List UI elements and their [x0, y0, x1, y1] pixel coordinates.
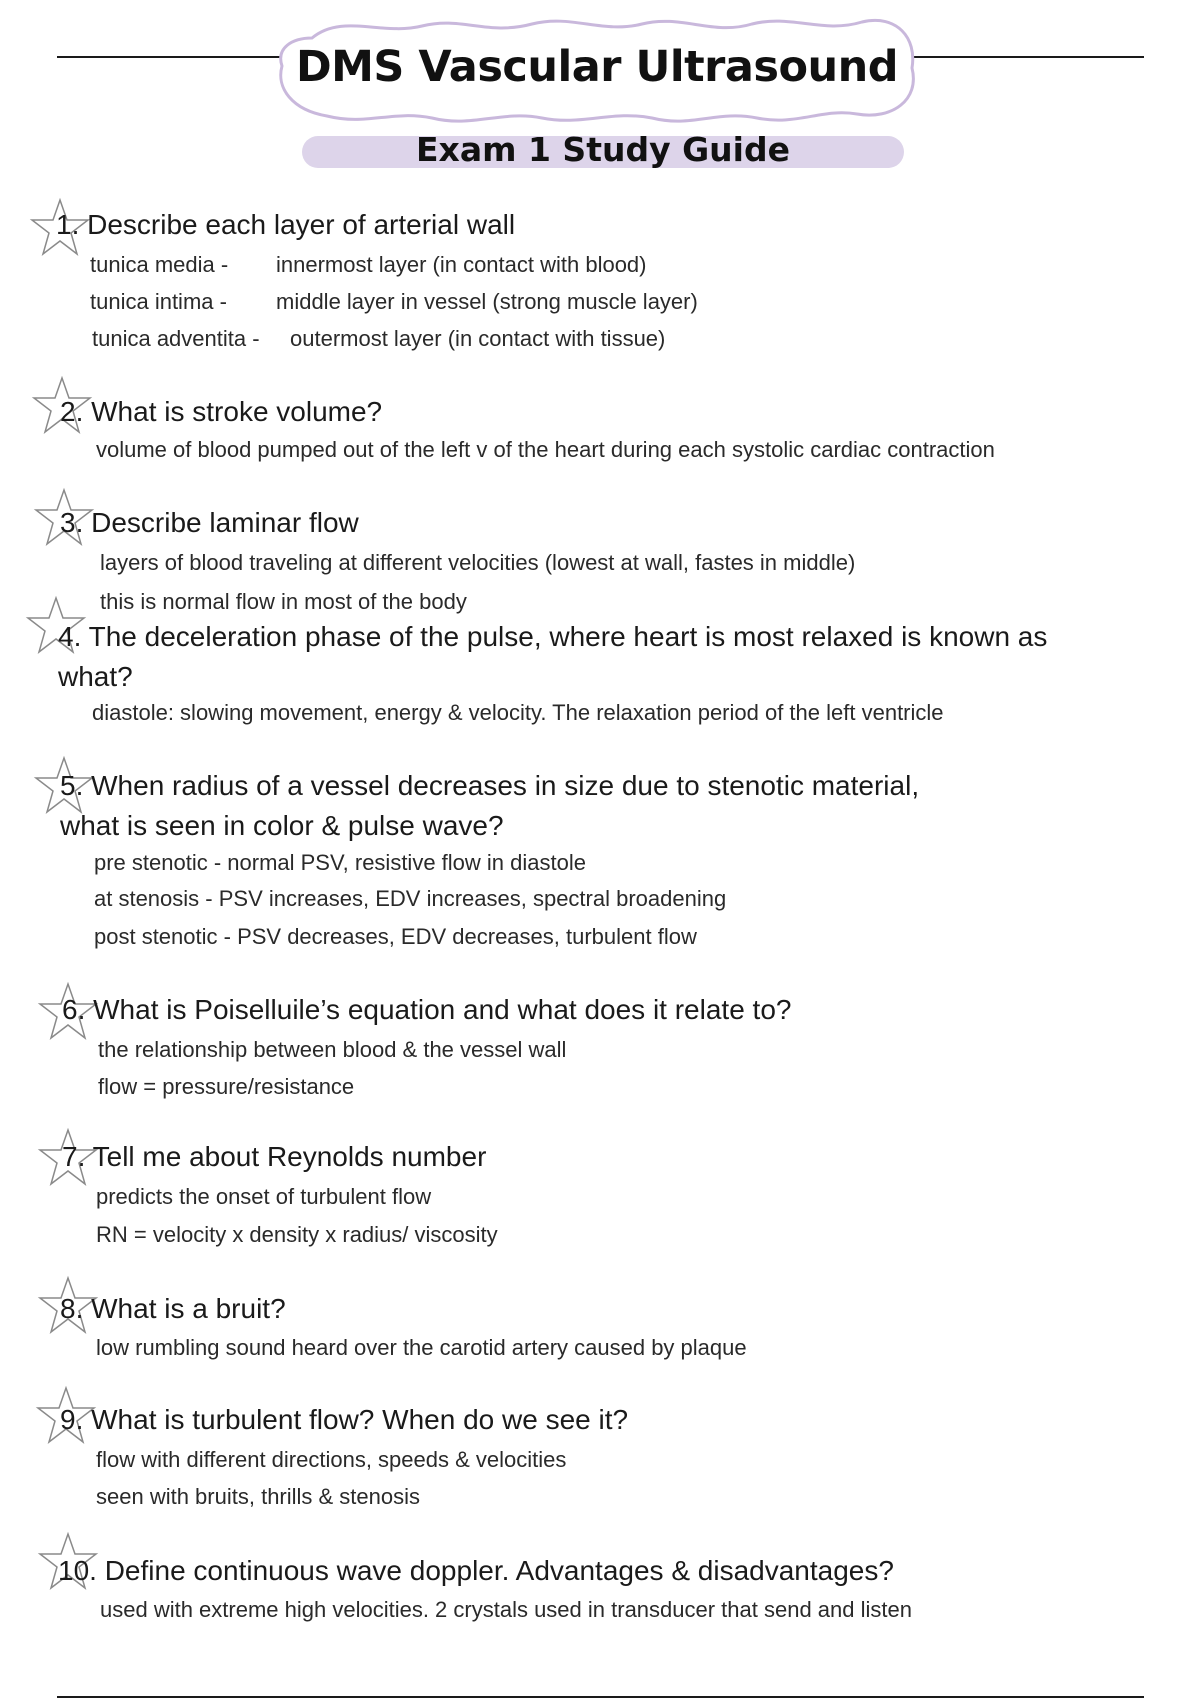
- answer-line: low rumbling sound heard over the carotid artery caused by plaque: [96, 1335, 747, 1360]
- question-title-line-1: 4. The deceleration phase of the pulse, where heart is most relaxed is known as: [58, 621, 1048, 652]
- question-title: 8. What is a bruit?: [60, 1293, 286, 1324]
- question-title: 9. What is turbulent flow? When do we see it?: [60, 1404, 629, 1435]
- page-subtitle: Exam 1 Study Guide: [416, 130, 790, 169]
- answer-definition: innermost layer (in contact with blood): [276, 252, 647, 277]
- answer-line: at stenosis - PSV increases, EDV increases, spectral broadening: [94, 886, 727, 911]
- answer-line: volume of blood pumped out of the left v of the heart during each systolic cardiac contraction: [96, 437, 995, 462]
- question-title: 1. Describe each layer of arterial wall: [56, 209, 516, 240]
- question-title: 10. Define continuous wave doppler. Advantages & disadvantages?: [58, 1555, 894, 1586]
- question-title-line-2: what?: [58, 661, 133, 692]
- question-title: 3. Describe laminar flow: [60, 507, 359, 538]
- answer-line: diastole: slowing movement, energy & velocity. The relaxation period of the left ventricle: [92, 700, 944, 725]
- page-title: DMS Vascular Ultrasound: [295, 42, 899, 92]
- answer-line: seen with bruits, thrills & stenosis: [96, 1484, 421, 1509]
- answer-definition: middle layer in vessel (strong muscle layer): [276, 289, 698, 314]
- answer-line: used with extreme high velocities. 2 crystals used in transducer that send and listen: [100, 1597, 912, 1622]
- answer-line: the relationship between blood & the vessel wall: [98, 1037, 567, 1062]
- question-title-line-2: what is seen in color & pulse wave?: [60, 810, 504, 841]
- answer-term: tunica media -: [90, 252, 229, 277]
- answer-row: [92, 324, 665, 354]
- answer-definition: outermost layer (in contact with tissue): [290, 326, 666, 351]
- question-title: 2. What is stroke volume?: [60, 396, 383, 427]
- answer-line: RN = velocity x density x radius/ viscosity: [96, 1222, 498, 1247]
- answer-line: pre stenotic - normal PSV, resistive flow in diastole: [94, 850, 586, 875]
- answer-line: predicts the onset of turbulent flow: [96, 1184, 432, 1209]
- question-title: 6. What is Poiselluile’s equation and what does it relate to?: [62, 994, 792, 1025]
- answer-term: tunica adventita -: [92, 326, 260, 351]
- question-title: 7. Tell me about Reynolds number: [62, 1141, 487, 1172]
- answer-line: flow with different directions, speeds & velocities: [96, 1447, 567, 1472]
- answer-line: flow = pressure/resistance: [98, 1074, 355, 1099]
- answer-line: layers of blood traveling at different velocities (lowest at wall, fastes in middle): [100, 550, 856, 575]
- answer-line: this is normal flow in most of the body: [100, 589, 467, 614]
- answer-line: post stenotic - PSV decreases, EDV decreases, turbulent flow: [94, 924, 697, 949]
- bottom-divider: [57, 1696, 1144, 1698]
- answer-term: tunica intima -: [90, 289, 227, 314]
- answer-row: [90, 287, 698, 317]
- answer-row: [90, 250, 647, 280]
- question-title-line-1: 5. When radius of a vessel decreases in size due to stenotic material,: [60, 770, 920, 801]
